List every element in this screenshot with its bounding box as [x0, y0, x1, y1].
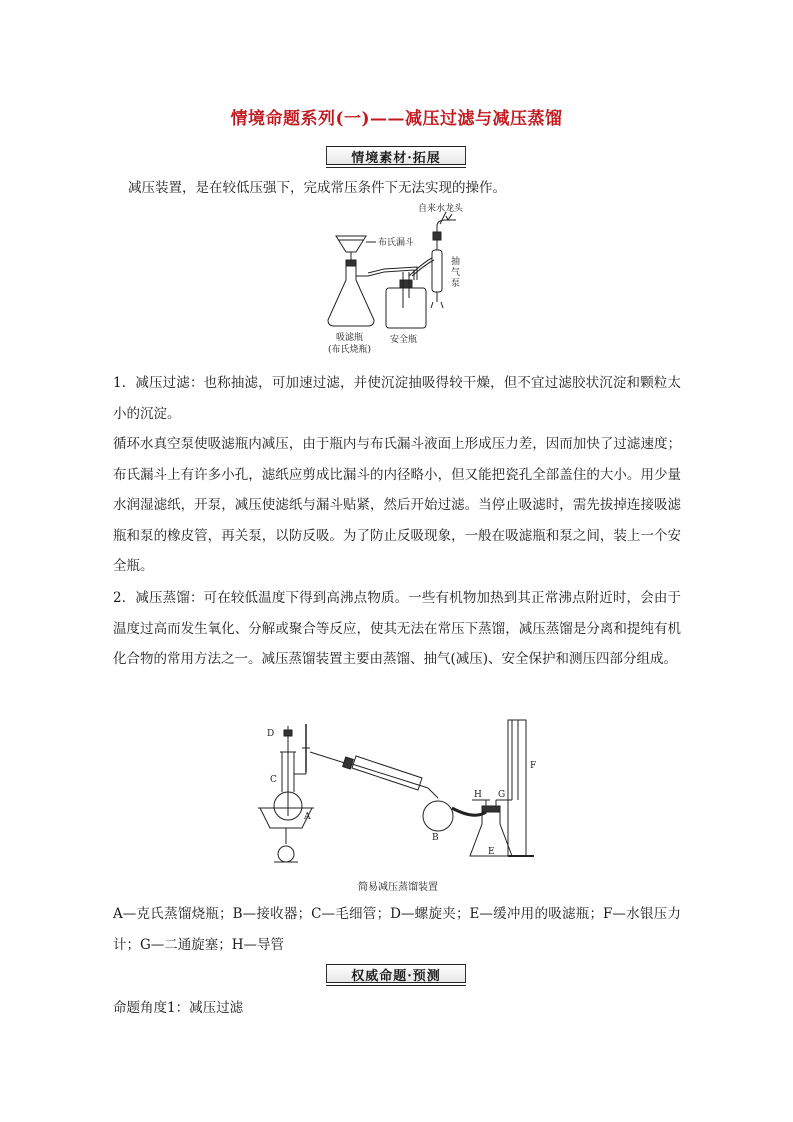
label-A: A	[304, 812, 311, 822]
paragraph-filtration-detail: 循环水真空泵使吸滤瓶内减压，由于瓶内与布氏漏斗液面上形成压力差，因而加快了过滤速度；布氏漏斗上有许多小孔，滤纸应剪成比漏斗的内径略小，但又能把瓷孔全部盖住的大小。用少量水润湿滤纸，开泵，减压使滤纸与漏斗贴紧，然后开始过滤。当停止吸滤时，需先拔掉连接吸滤瓶和泵的橡皮管，再关泵，以防反吸。为了防止反吸现象，一般在吸滤瓶和泵之间，装上一个安全瓶。	[113, 436, 681, 574]
vacuum-distillation-diagram	[252, 712, 544, 892]
label-E: E	[488, 847, 495, 857]
label-pump: 抽气泵	[451, 257, 461, 289]
paragraph-filtration: 1．减压过滤：也称抽滤，可加速过滤，并使沉淀抽吸得较干燥，但不宜过滤胶状沉淀和颗粒太小的沉淀。	[113, 375, 681, 422]
legend-paragraph: A—克氏蒸馏烧瓶；B—接收器；C—毛细管；D—螺旋夹；E—缓冲用的吸滤瓶；F—水银压力计；G—二通旋塞；H—导管	[113, 906, 681, 953]
section-banner-materials	[326, 146, 466, 168]
label-safety: 安全瓶	[390, 335, 418, 345]
intro-text: 减压装置，是在较低压强下，完成常压条件下无法实现的操作。	[128, 180, 506, 196]
banner-label: 权威命题·预测	[351, 969, 441, 984]
banner-label: 情境素材·拓展	[351, 151, 441, 166]
label-C: C	[270, 775, 277, 785]
label-B: B	[432, 833, 439, 843]
label-faucet: 自来水龙头	[418, 204, 464, 214]
label-flask: 吸滤瓶	[336, 333, 364, 343]
section-heading: 命题角度1：减压过滤	[113, 1000, 244, 1016]
vacuum-filtration-diagram	[314, 202, 504, 362]
label-G: G	[498, 790, 506, 800]
page-title: 情境命题系列(一)——减压过滤与减压蒸馏	[230, 109, 563, 129]
label-buchner: 布氏漏斗	[378, 238, 415, 248]
paragraph-distillation: 2．减压蒸馏：可在较低温度下得到高沸点物质。一些有机物加热到其正常沸点附近时，会由于温度过高而发生氧化、分解或聚合等反应，使其无法在常压下蒸馏，减压蒸馏是分离和提纯有机化合物的常用方法之一。减压蒸馏装置主要由蒸馏、抽气(减压)、安全保护和测压四部分组成。	[113, 590, 681, 667]
label-F: F	[530, 761, 537, 771]
label-flask-sub: (布氏烧瓶)	[328, 345, 372, 355]
section-banner-predictions	[326, 964, 466, 986]
figure-caption: 简易减压蒸馏装置	[358, 882, 438, 893]
label-H: H	[474, 790, 482, 800]
label-D: D	[267, 729, 275, 739]
